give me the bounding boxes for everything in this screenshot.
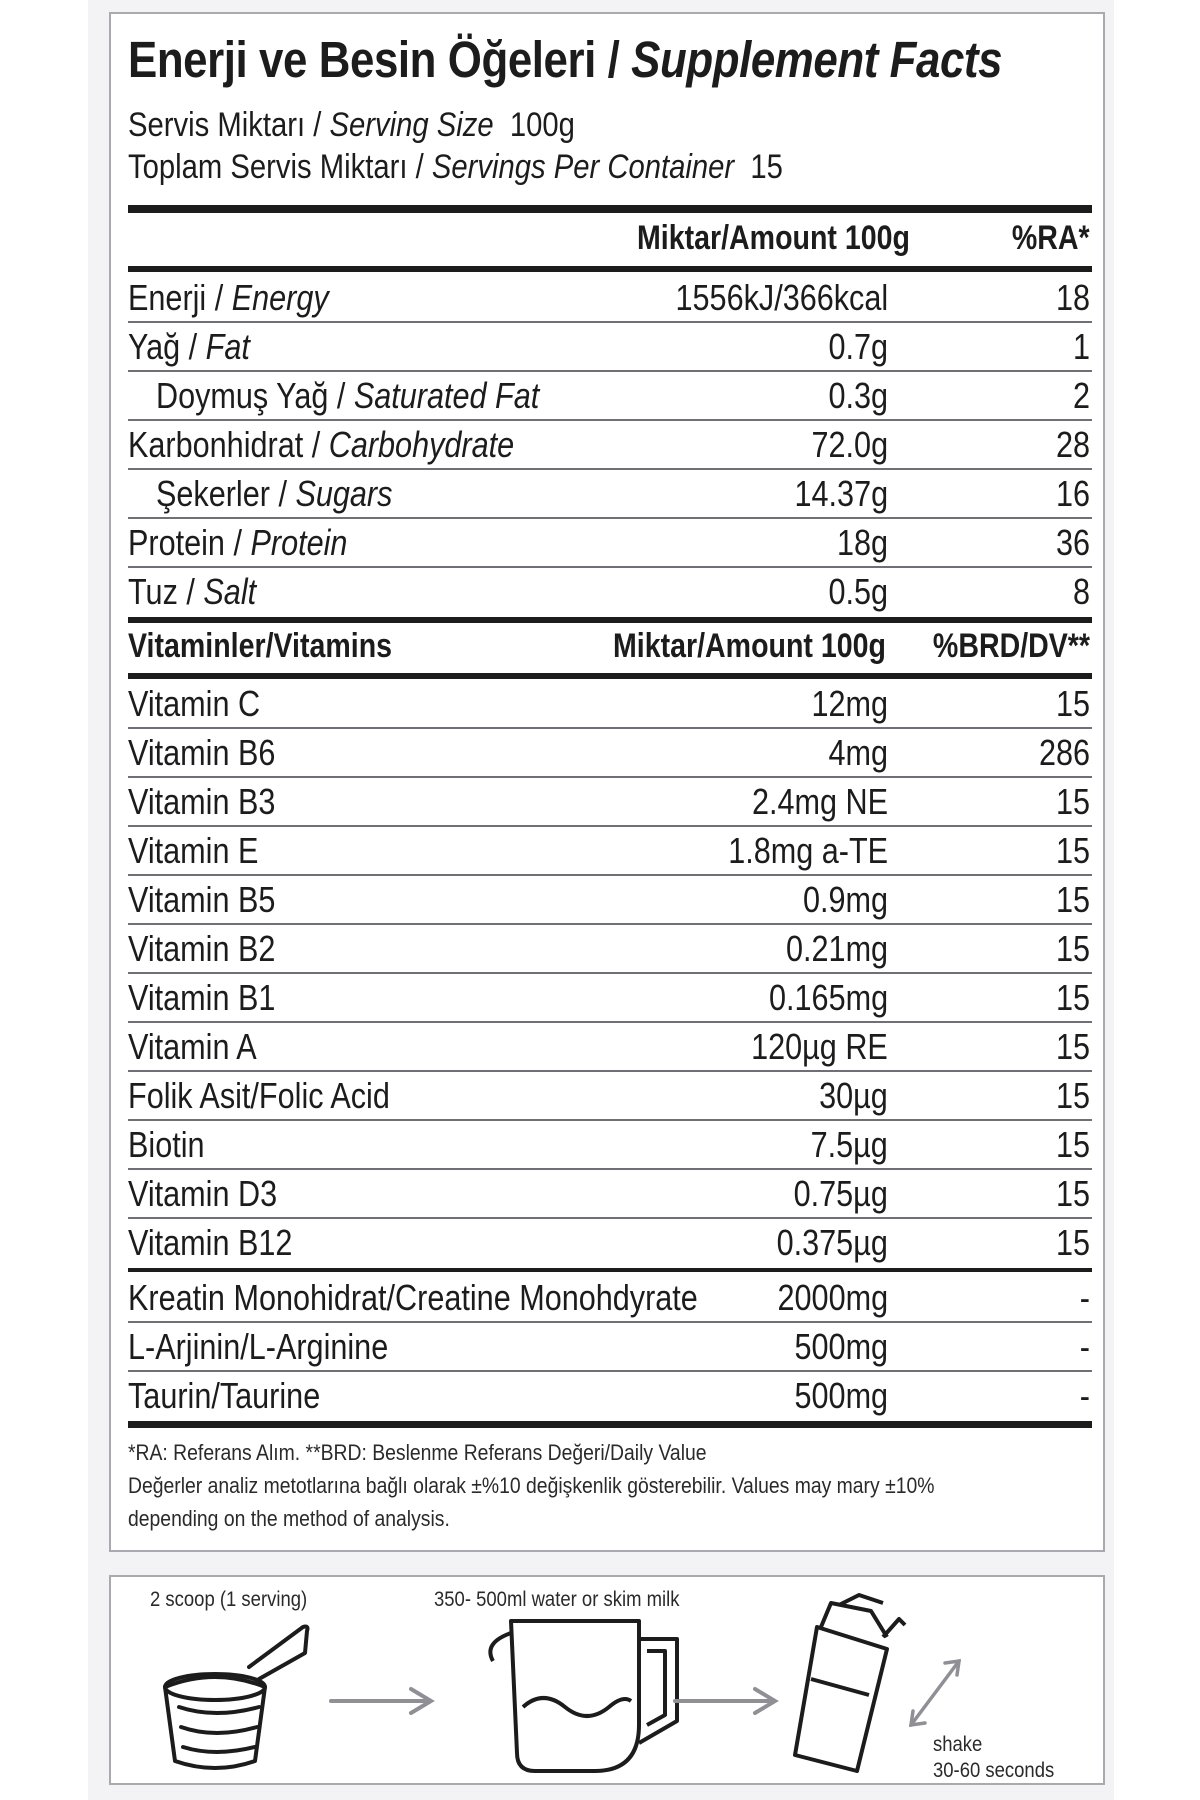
table-row [128,827,1092,876]
table-row [128,680,1092,729]
facts-title: Enerji ve Besin Öğeleri / Supplement Facts [128,31,1003,88]
table-row [128,274,1092,323]
table-row [128,1219,1092,1268]
preparation-illustration [109,1575,1105,1785]
shaker-bottle-icon [795,1595,905,1771]
table-row [128,1170,1092,1219]
divider [128,1268,1092,1272]
row-amount: 72.0g [811,424,888,465]
row-name: Vitamin B2 [128,928,276,969]
row-percent: 1 [1072,326,1090,367]
servings-per-container: Toplam Servis Miktarı / Servings Per Container 15 [128,148,783,186]
jug-icon [490,1621,677,1771]
row-name: Taurin/Taurine [128,1375,321,1416]
row-name: L-Arjinin/L-Arginine [128,1326,389,1367]
row-name: Vitamin B3 [128,781,276,822]
row-percent: 15 [1055,977,1090,1018]
nutrition-percent-header: %RA* [1012,219,1090,257]
row-amount: 2000mg [777,1277,888,1318]
row-amount: 12mg [811,683,888,724]
row-amount: 30µg [819,1075,888,1116]
row-name: Karbonhidrat / Carbohydrate [128,424,515,465]
table-row [128,925,1092,974]
nutrition-table [128,274,1092,617]
row-name: Yağ / Fat [128,326,250,367]
row-percent: 16 [1055,473,1090,514]
shake-label: shake [933,1733,983,1756]
thick-divider [128,205,1092,213]
shake-time-label: 30-60 seconds [933,1759,1055,1782]
row-name: Vitamin C [128,683,261,724]
table-row [128,421,1092,470]
table-row [128,1323,1092,1372]
row-amount: 1.8mg a-TE [728,830,888,871]
table-row [128,323,1092,372]
table-row [128,876,1092,925]
row-percent: 15 [1055,1222,1090,1263]
table-row [128,372,1092,421]
row-percent: 36 [1055,522,1090,563]
row-name: Vitamin D3 [128,1173,278,1214]
row-name: Enerji / Energy [128,277,329,318]
row-name: Vitamin A [128,1026,257,1067]
row-name: Vitamin B5 [128,879,276,920]
table-row [128,519,1092,568]
thick-divider [128,673,1092,679]
row-name: Vitamin B1 [128,977,276,1018]
serving-size: Servis Miktarı / Serving Size 100g [128,106,575,144]
table-row [128,974,1092,1023]
vitamins-table [128,680,1092,1268]
row-name: Vitamin B12 [128,1222,293,1263]
row-name: Kreatin Monohidrat/Creatine Monohdyrate [128,1277,698,1318]
row-amount: 0.375µg [776,1222,888,1263]
row-amount: 500mg [794,1375,888,1416]
row-percent: - [1079,1375,1090,1416]
row-name: Doymuş Yağ / Saturated Fat [156,375,540,416]
row-percent: 15 [1055,879,1090,920]
thick-divider [128,1421,1092,1428]
table-row [128,729,1092,778]
row-name: Protein / Protein [128,522,348,563]
row-percent: 286 [1038,732,1090,773]
row-percent: 2 [1072,375,1090,416]
arrow-right-icon [331,1689,431,1713]
row-name: Biotin [128,1124,205,1165]
row-percent: - [1079,1326,1090,1367]
row-amount: 0.3g [828,375,888,416]
row-amount: 0.165mg [768,977,888,1018]
footnote-variance: Değerler analiz metotlarına bağlı olarak ±%10 değişkenlik gösterebilir. Values may mary ±10% [128,1473,935,1498]
vitamins-amount-header: Miktar/Amount 100g [613,627,886,665]
row-percent: 15 [1055,1124,1090,1165]
scoop-label: 2 scoop (1 serving) [150,1588,308,1611]
scoop-icon [165,1627,308,1769]
table-row [128,470,1092,519]
row-percent: 15 [1055,1173,1090,1214]
row-amount: 0.21mg [785,928,888,969]
table-row [128,1372,1092,1421]
footnote-method: depending on the method of analysis. [128,1506,450,1531]
row-amount: 7.5µg [810,1124,888,1165]
row-name: Vitamin E [128,830,259,871]
row-percent: 28 [1055,424,1090,465]
row-percent: 15 [1055,781,1090,822]
row-percent: - [1079,1277,1090,1318]
vitamins-header: Vitaminler/Vitamins [128,627,393,665]
row-percent: 15 [1055,683,1090,724]
row-name: Vitamin B6 [128,732,276,773]
row-amount: 14.37g [794,473,888,514]
arrow-right-icon [675,1689,775,1713]
table-row [128,1274,1092,1323]
table-row [128,1072,1092,1121]
row-amount: 4mg [828,732,888,773]
row-amount: 0.7g [828,326,888,367]
row-amount: 0.9mg [802,879,888,920]
row-amount: 18g [836,522,888,563]
row-amount: 120µg RE [751,1026,888,1067]
table-row [128,1023,1092,1072]
row-amount: 1556kJ/366kcal [675,277,888,318]
water-label: 350- 500ml water or skim milk [434,1588,680,1611]
row-percent: 8 [1072,571,1090,612]
row-percent: 15 [1055,928,1090,969]
table-row [128,778,1092,827]
double-arrow-icon [911,1661,959,1725]
thick-divider [128,266,1092,272]
row-percent: 18 [1055,277,1090,318]
footnote-ra: *RA: Referans Alım. **BRD: Beslenme Referans Değeri/Daily Value [128,1440,707,1465]
row-amount: 0.75µg [793,1173,888,1214]
row-percent: 15 [1055,830,1090,871]
row-amount: 2.4mg NE [751,781,888,822]
table-row [128,568,1092,617]
row-percent: 15 [1055,1075,1090,1116]
vitamins-percent-header: %BRD/DV** [932,627,1090,665]
row-percent: 15 [1055,1026,1090,1067]
other-ingredients-table [128,1274,1092,1421]
row-amount: 500mg [794,1326,888,1367]
row-name: Şekerler / Sugars [156,473,393,514]
nutrition-amount-header: Miktar/Amount 100g [637,219,910,257]
row-amount: 0.5g [828,571,888,612]
row-name: Tuz / Salt [128,571,257,612]
row-name: Folik Asit/Folic Acid [128,1075,390,1116]
table-row [128,1121,1092,1170]
thick-divider [128,617,1092,623]
